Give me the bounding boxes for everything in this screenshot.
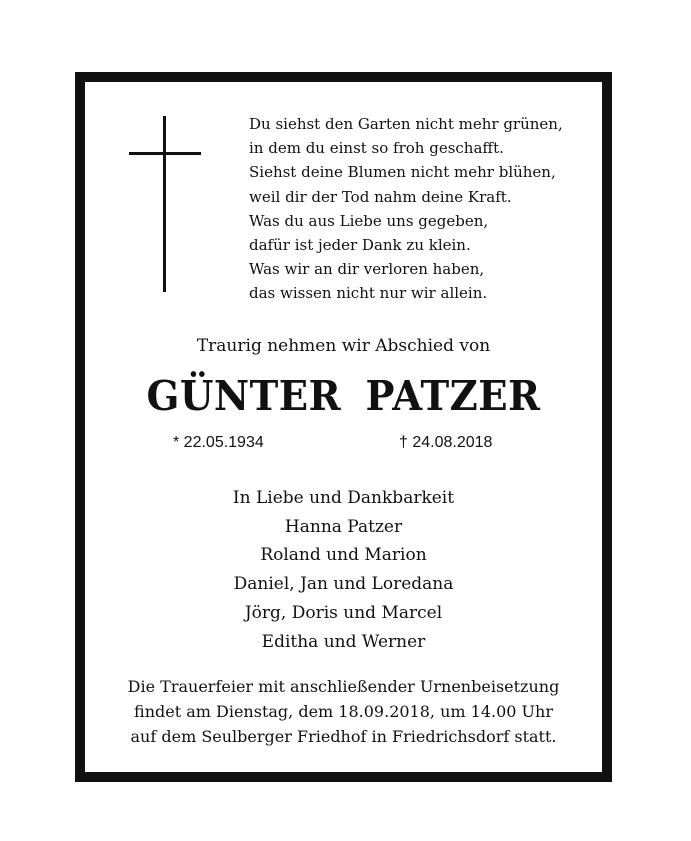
poem-line: in dem du einst so froh geschafft. xyxy=(249,139,504,158)
poem-line: Was wir an dir verloren haben, xyxy=(249,260,485,279)
mourner-line: In Liebe und Dankbarkeit xyxy=(232,488,455,508)
mourner-line: Hanna Patzer xyxy=(284,516,403,537)
farewell-intro: Traurig nehmen wir Abschied von xyxy=(196,336,491,356)
funeral-line: auf dem Seulberger Friedhof in Friedrichsdorf statt. xyxy=(130,727,557,746)
poem-line: das wissen nicht nur wir allein. xyxy=(249,284,488,303)
poem xyxy=(249,112,589,306)
mourner-line: Roland und Marion xyxy=(260,545,427,566)
mourner-line: Editha und Werner xyxy=(261,631,426,652)
cross-vertical-bar xyxy=(163,116,166,292)
mourner-line: Jörg, Doris und Marcel xyxy=(244,602,443,623)
funeral-line: findet am Dienstag, dem 18.09.2018, um 14.00 Uhr xyxy=(134,702,553,721)
poem-line: dafür ist jeder Dank zu klein. xyxy=(249,236,471,255)
death-date: † 24.08.2018 xyxy=(399,434,493,451)
deceased-first-name: GÜNTER xyxy=(146,372,342,420)
funeral-line: Die Trauerfeier mit anschließender Urnenbeisetzung xyxy=(127,677,560,696)
poem-line: weil dir der Tod nahm deine Kraft. xyxy=(249,187,512,206)
poem-line: Was du aus Liebe uns gegeben, xyxy=(249,211,489,230)
obituary-outer-border xyxy=(75,72,612,782)
funeral-notice xyxy=(85,674,602,749)
deceased-last-name: PATZER xyxy=(365,372,541,420)
mourners-list xyxy=(85,484,602,656)
cross-horizontal-bar xyxy=(129,152,201,155)
poem-line: Siehst deine Blumen nicht mehr blühen, xyxy=(249,163,556,182)
mourner-line: Daniel, Jan und Loredana xyxy=(233,574,454,595)
deceased-name xyxy=(101,372,587,420)
birth-date: * 22.05.1934 xyxy=(173,434,264,451)
obituary-card xyxy=(83,80,604,774)
poem-line: Du siehst den Garten nicht mehr grünen, xyxy=(249,115,563,133)
